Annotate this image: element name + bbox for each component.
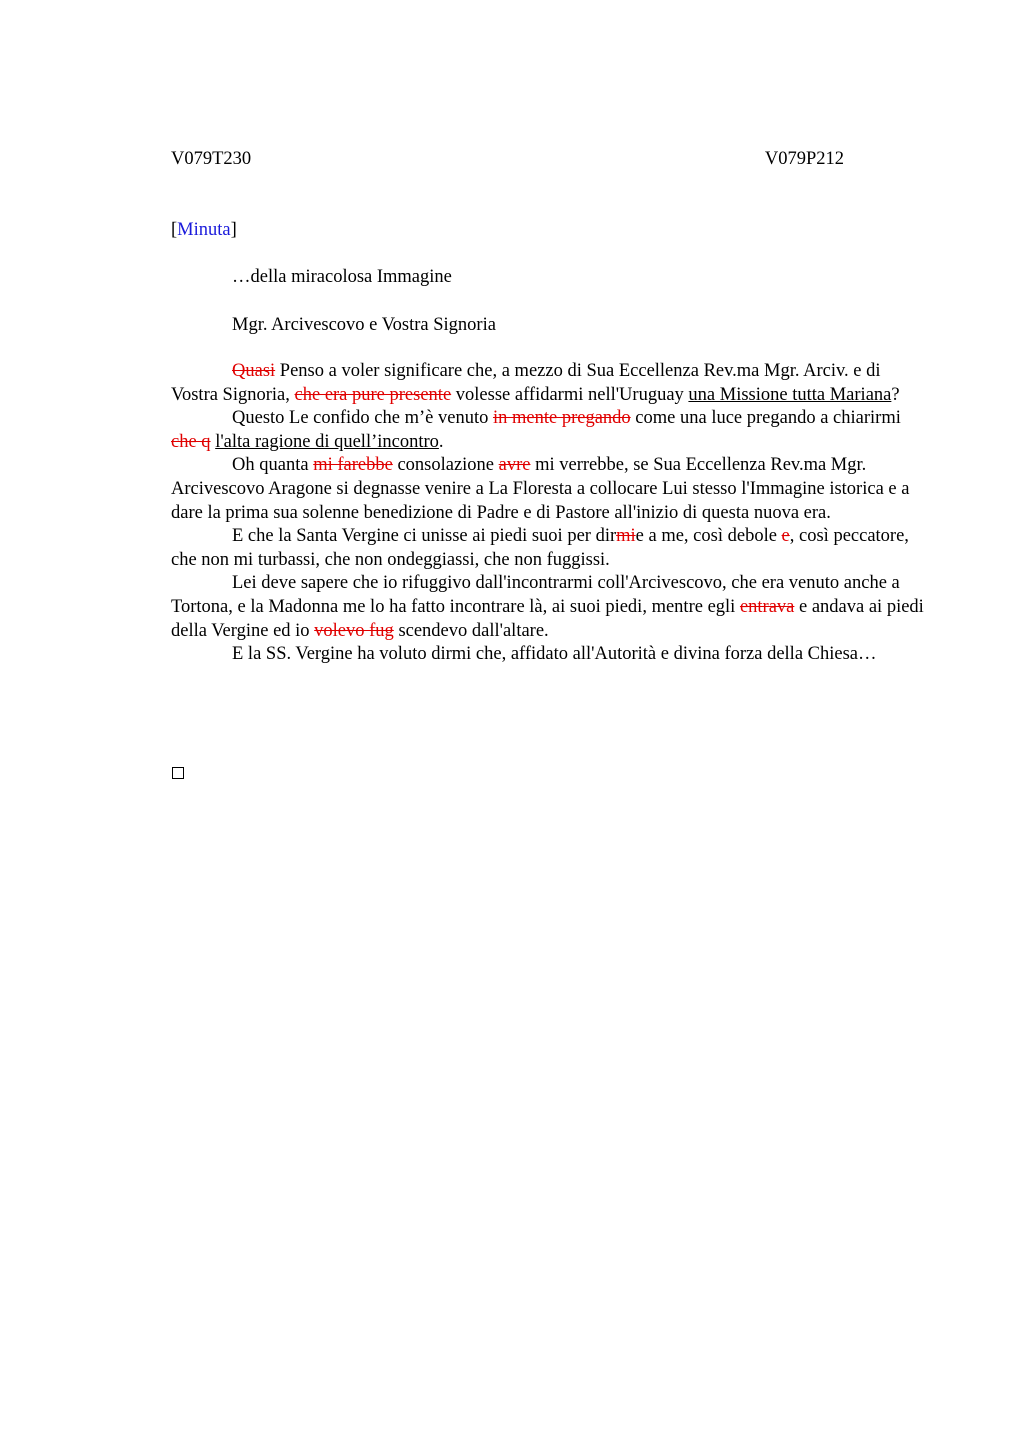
paragraph-text: Questo Le confido che m’è venuto xyxy=(232,408,493,429)
paragraph-text: E la SS. Vergine ha voluto dirmi che, affidato all'Autorità e divina forza della Chiesa… xyxy=(232,644,877,665)
paragraph-text: scendevo dall'altare. xyxy=(393,620,549,641)
paragraph-5 xyxy=(171,572,931,643)
deleted-text: entrava xyxy=(739,596,795,617)
paragraph-3 xyxy=(171,454,931,525)
intro-line-1: …della miracolosa Immagine xyxy=(232,267,452,287)
deleted-text: volevo fug xyxy=(314,620,394,641)
paragraph-text: Oh quanta xyxy=(232,455,314,476)
paragraph-text: , così peccatore, che non mi turbassi, che non ondeggiassi, che non fuggissi. xyxy=(171,526,909,570)
document-id-left: V079T230 xyxy=(171,149,252,169)
paragraph-text: Lei deve sapere che io rifuggivo dall'incontrarmi coll'Arcivescovo, che era venuto anche a Tortona, e la Madonna me lo ha fatto incontrare là, ai suoi piedi, mentre egli xyxy=(171,573,900,617)
deleted-text: che q xyxy=(171,431,211,452)
paragraph-text: ? xyxy=(891,384,900,405)
deleted-text: avre xyxy=(498,455,531,476)
paragraph-6 xyxy=(171,643,931,667)
deleted-text: mi farebbe xyxy=(313,455,393,476)
paragraph-text: . xyxy=(438,431,444,452)
paragraph-text: mi verrebbe, se Sua Eccellenza Rev.ma Mgr. Arcivescovo Aragone si degnasse venire a La Floresta a collocare Lui stesso l'Immagine istorica e a dare la prima sua solenne benedizione di Padre e di Pastore all'inizio di questa nuova era. xyxy=(171,455,910,523)
minuta-label xyxy=(171,218,237,242)
paragraph-4 xyxy=(171,525,931,572)
paragraph-text: E che la Santa Vergine ci unisse ai piedi suoi per dir xyxy=(232,526,617,547)
underlined-text: una Missione tutta Mariana xyxy=(688,384,892,405)
letter-body xyxy=(171,360,931,667)
paragraph-text: volesse affidarmi nell'Uruguay xyxy=(451,384,689,405)
underlined-text: l'alta ragione di quell’incontro xyxy=(215,431,439,452)
paragraph-text: Penso a voler significare che, a mezzo di Sua Eccellenza Rev.ma Mgr. Arciv. e di Vostra Signoria, xyxy=(171,361,881,405)
paragraph-text: consolazione xyxy=(392,455,499,476)
end-of-document-box-icon xyxy=(172,767,184,779)
paragraph-2 xyxy=(171,407,931,454)
deleted-text: mi xyxy=(616,526,636,547)
bracket-close: ] xyxy=(230,220,237,240)
intro-line-2: Mgr. Arcivescovo e Vostra Signoria xyxy=(232,315,496,335)
deleted-text: e xyxy=(781,526,790,547)
minuta-text: Minuta xyxy=(177,220,231,240)
paragraph-text: e a me, così debole xyxy=(635,526,782,547)
document-id-right: V079P212 xyxy=(764,149,844,169)
deleted-text: Quasi xyxy=(232,361,276,381)
paragraph-text: e andava ai piedi della Vergine ed io xyxy=(171,596,924,641)
document-header xyxy=(171,147,844,171)
bracket-open: [ xyxy=(171,220,178,240)
deleted-text: che era pure presente xyxy=(294,384,452,405)
paragraph-1 xyxy=(171,360,931,407)
paragraph-text: come una luce pregando a chiarirmi xyxy=(630,408,901,429)
deleted-text: in mente pregando xyxy=(492,408,631,429)
